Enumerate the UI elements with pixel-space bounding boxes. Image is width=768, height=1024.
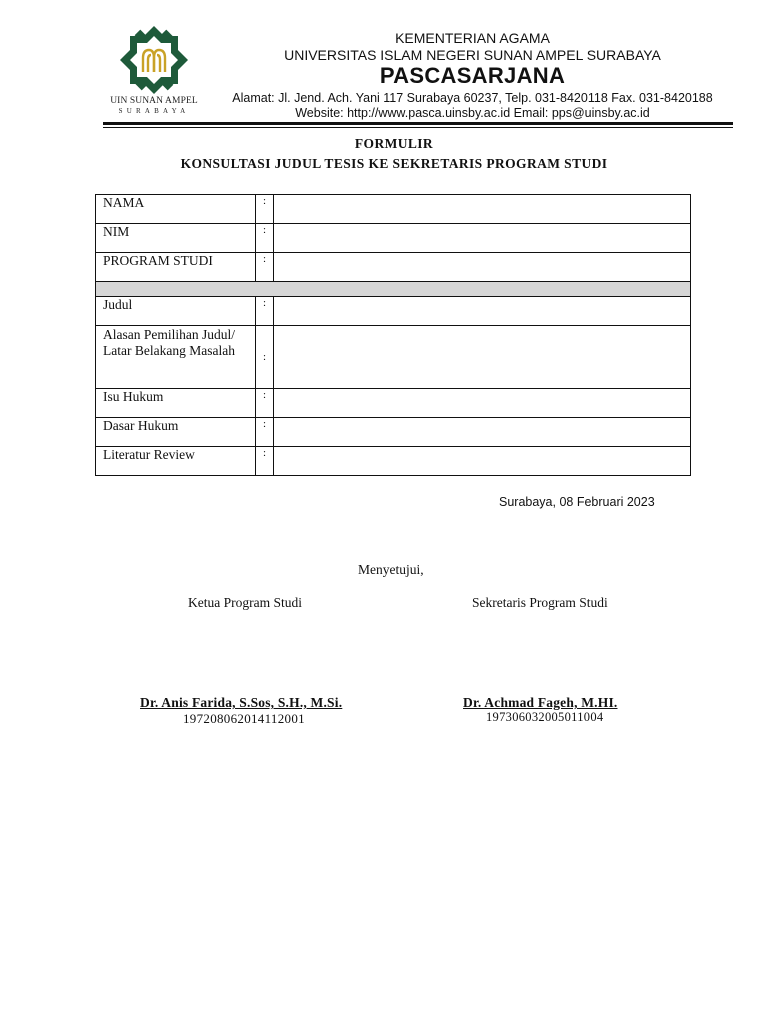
field-label-isu-hukum: Isu Hukum [96,389,256,418]
table-row [96,253,691,282]
logo-subtitle: SURABAYA [118,107,190,115]
field-value-isu-hukum[interactable] [274,389,691,418]
left-signatory-role: Ketua Program Studi [188,595,302,610]
field-value-alasan[interactable] [274,326,691,389]
header-rule-thin [103,127,733,128]
signature-date: Surabaya, 08 Februari 2023 [499,495,655,509]
field-value-dasar-hukum[interactable] [274,418,691,447]
field-colon: : [256,389,274,418]
field-value-literatur-review[interactable] [274,447,691,476]
table-row [96,297,691,326]
header-rule-thick [103,122,733,125]
ministry-name: KEMENTERIAN AGAMA [395,30,550,46]
field-colon: : [256,447,274,476]
field-value-program-studi[interactable] [274,253,691,282]
form-subtitle: KONSULTASI JUDUL TESIS KE SEKRETARIS PROGRAM STUDI [180,156,608,171]
right-signatory-name: Dr. Achmad Fageh, M.HI. [463,695,618,710]
field-label-dasar-hukum: Dasar Hukum [96,418,256,447]
field-label-nama: NAMA [96,195,256,224]
university-name: UNIVERSITAS ISLAM NEGERI SUNAN AMPEL SURABAYA [284,47,661,63]
field-label-literatur-review: Literatur Review [96,447,256,476]
right-signatory-nip: 197306032005011004 [486,710,604,724]
field-colon: : [256,253,274,282]
table-row [96,389,691,418]
right-signatory-role: Sekretaris Program Studi [472,595,608,610]
section-separator-row [96,282,691,297]
logo-emblem-icon [106,24,202,96]
field-label-alasan: Alasan Pemilihan Judul/ Latar Belakang Masalah [96,326,256,389]
field-label-nim: NIM [96,224,256,253]
consultation-form-table [95,194,691,476]
section-separator [96,282,691,297]
field-colon: : [256,326,274,389]
field-colon: : [256,224,274,253]
left-signatory-name: Dr. Anis Farida, S.Sos, S.H., M.Si. [140,695,343,710]
field-value-nama[interactable] [274,195,691,224]
left-signatory-nip: 197208062014112001 [183,711,305,726]
university-logo [106,24,202,120]
table-row [96,224,691,253]
logo-title: UIN SUNAN AMPEL [110,96,198,106]
table-row [96,195,691,224]
table-row [96,447,691,476]
field-colon: : [256,418,274,447]
field-value-nim[interactable] [274,224,691,253]
field-value-judul[interactable] [274,297,691,326]
field-label-program-studi: PROGRAM STUDI [96,253,256,282]
approval-label: Menyetujui, [358,562,424,577]
form-title: FORMULIR [354,136,434,151]
table-row [96,418,691,447]
table-row [96,326,691,389]
field-label-judul: Judul [96,297,256,326]
website-line: Website: http://www.pasca.uinsby.ac.id Email: pps@uinsby.ac.id [295,106,650,120]
field-colon: : [256,195,274,224]
field-colon: : [256,297,274,326]
address-line: Alamat: Jl. Jend. Ach. Yani 117 Surabaya 60237, Telp. 031-8420118 Fax. 031-8420188 [232,91,713,105]
faculty-name: PASCASARJANA [379,63,566,88]
